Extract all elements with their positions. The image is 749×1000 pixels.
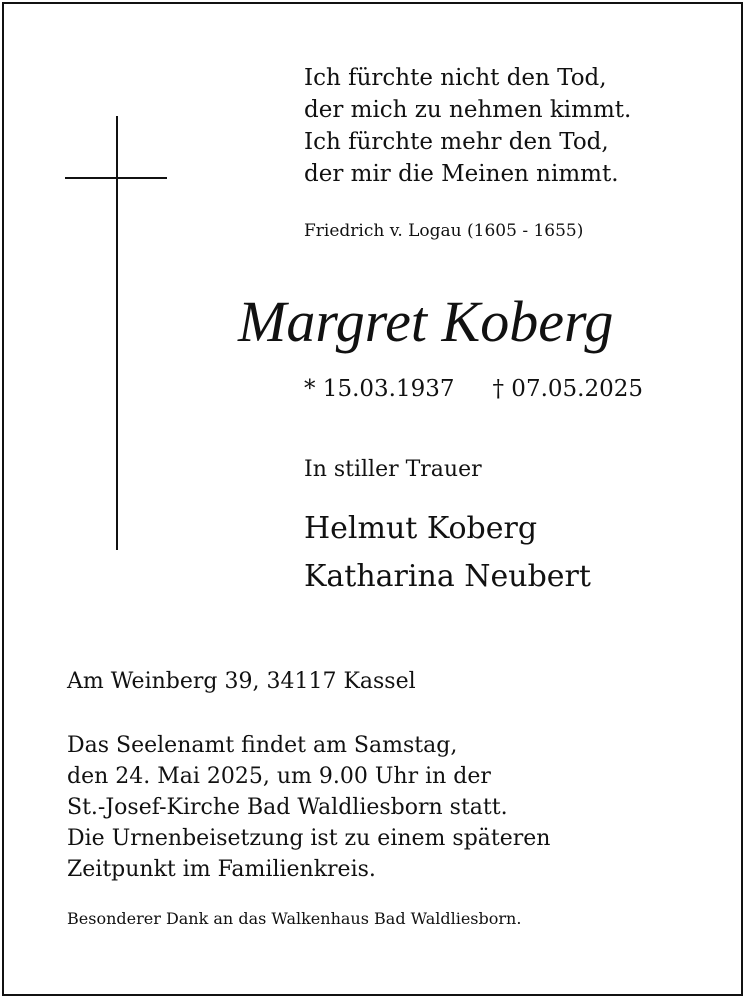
mourning-intro: In stiller Trauer bbox=[304, 457, 482, 482]
birth-date: * 15.03.1937 bbox=[304, 376, 455, 402]
mourner-name: Katharina Neubert bbox=[304, 559, 591, 594]
deceased-name: Margret Koberg bbox=[238, 289, 614, 354]
service-line: Zeitpunkt im Familienkreis. bbox=[67, 857, 376, 882]
service-line: Die Urnenbeisetzung ist zu einem späteren bbox=[67, 826, 551, 851]
poem-line: Ich fürchte mehr den Tod, bbox=[304, 129, 609, 155]
poem bbox=[304, 62, 631, 190]
life-dates bbox=[304, 374, 643, 404]
service-info bbox=[67, 730, 550, 885]
cross-horizontal-bar bbox=[65, 177, 167, 179]
mourner-name: Helmut Koberg bbox=[304, 511, 538, 546]
thanks-note: Besonderer Dank an das Walkenhaus Bad Waldliesborn. bbox=[67, 909, 522, 928]
service-line: St.-Josef-Kirche Bad Waldliesborn statt. bbox=[67, 795, 508, 820]
family-address: Am Weinberg 39, 34117 Kassel bbox=[67, 669, 416, 694]
service-line: den 24. Mai 2025, um 9.00 Uhr in der bbox=[67, 764, 491, 789]
poem-line: der mir die Meinen nimmt. bbox=[304, 161, 619, 187]
poem-line: der mich zu nehmen kimmt. bbox=[304, 97, 632, 123]
service-line: Das Seelenamt findet am Samstag, bbox=[67, 733, 458, 758]
poem-line: Ich fürchte nicht den Tod, bbox=[304, 65, 607, 91]
mourners-list bbox=[304, 505, 591, 601]
death-date: † 07.05.2025 bbox=[492, 376, 643, 402]
poem-author: Friedrich v. Logau (1605 - 1655) bbox=[304, 221, 584, 241]
cross-vertical-bar bbox=[116, 116, 118, 550]
